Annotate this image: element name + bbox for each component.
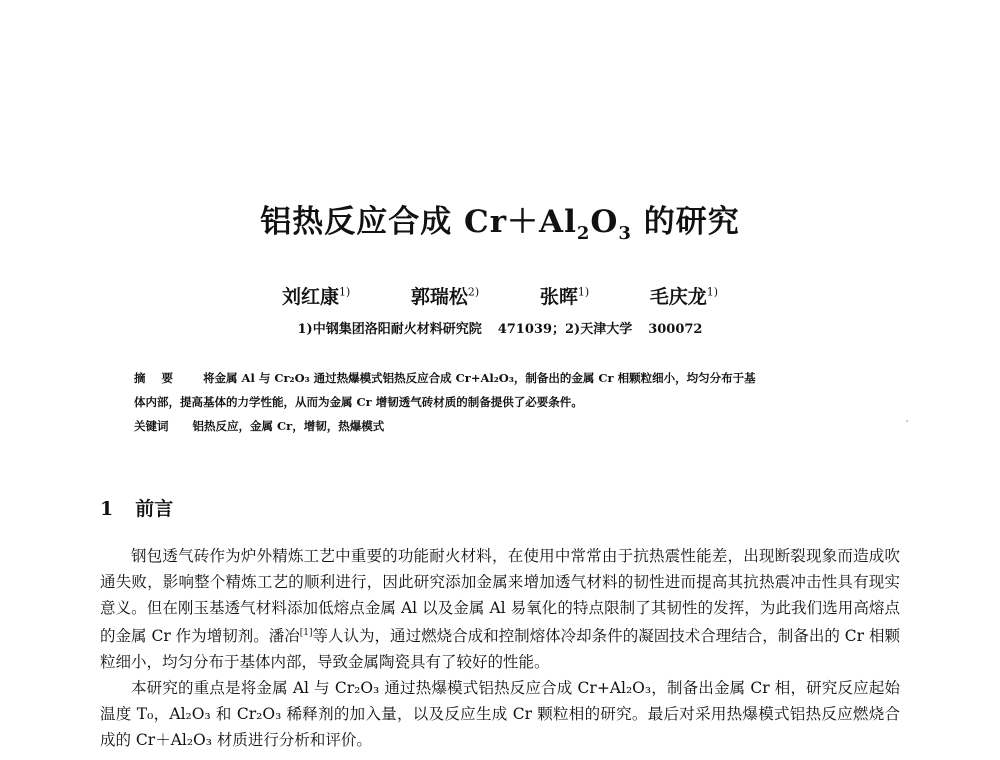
author-affil-mark: 2) [467,285,480,299]
author-list [0,282,1000,309]
abstract-label: 摘 要 [134,371,180,385]
abstract-line: 体内部，提高基体的力学性能，从而为金属 Cr 增韧透气砖材质的制备提供了必要条件。 [134,395,583,409]
affiliation-postcode-2: 300072 [648,322,703,337]
author [282,286,350,308]
author [540,286,589,308]
keywords-line [134,414,874,438]
author-name: 郭瑞松 [410,286,468,308]
affiliation-line [0,318,1000,337]
paper-title [0,196,1000,244]
author-name: 毛庆龙 [649,286,707,308]
paragraph [100,544,900,676]
body-text [100,544,900,754]
paragraph: 本研究的重点是将金属 Al 与 Cr₂O₃ 通过热爆模式铝热反应合成 Cr+Al₂O₃，制备出金属 Cr 相，研究反应起始温度 T₀，Al₂O₃ 和 Cr₂O₃ 稀释剂的加入量，以及反应生成 Cr 颗粒相的研究。最后对采用热爆模式铝热反应燃烧合成的 Cr＋Al₂O₃ 材质进行分析和评价。 [100,679,900,749]
paragraph-text: 钢包透气砖作为炉外精炼工艺中重要的功能耐火材料，在使用中常常由于抗热震性能差，出现断裂现象而造成吹通失败，影响整个精炼工艺的顺利进行，因此研究添加金属来增加透气材料的韧性进而提高其抗热震冲击性具有现实意义。但在刚玉基透气材料添加低熔点金属 Al 以及金属 Al 易氧化的特点限制了其韧性的发挥，为此我们选用高熔点的金属 Cr 作为增韧剂。潘冶 [100,547,900,646]
author [650,286,718,308]
author [411,286,479,308]
abstract-block [134,366,874,438]
abstract-text: 将金属 Al 与 Cr₂O₃ 通过热爆模式铝热反应合成 Cr+Al₂O₃，制备出的金属 Cr 相颗粒细小，均匀分布于基 [203,371,756,385]
keywords-label: 关键词 [134,419,169,433]
author-name: 张晖 [539,286,578,308]
affiliation-postcode-1: 471039；2)天津大学 [497,322,633,337]
title-subscript: 2 [576,223,591,245]
author-affil-mark: 1) [577,285,590,299]
title-part: 的研究 [631,204,740,240]
paragraph-text: 等人认为，通过燃烧合成和控制熔体冷却条件的凝固技术合理结合，制备出的 Cr 相颗粒细小，均匀分布于基体内部，导致金属陶瓷具有了较好的性能。 [100,627,900,672]
keywords-text: 铝热反应，金属 Cr，增韧，热爆模式 [192,419,385,433]
author-affil-mark: 1) [706,285,719,299]
section-title: 前言 [135,498,174,520]
section-heading [100,494,173,521]
abstract-line [134,366,874,390]
author-affil-mark: 1) [338,285,351,299]
title-part: 铝热反应合成 Cr＋Al [260,204,577,240]
title-subscript: 3 [618,223,632,245]
section-number: 1 [100,498,114,520]
author-name: 刘红康 [281,286,339,308]
title-part: O [590,204,619,240]
citation-ref[interactable]: [1] [299,628,313,639]
scan-speck [906,420,908,422]
affiliation-1: 1)中钢集团洛阳耐火材料研究院 [297,322,482,337]
